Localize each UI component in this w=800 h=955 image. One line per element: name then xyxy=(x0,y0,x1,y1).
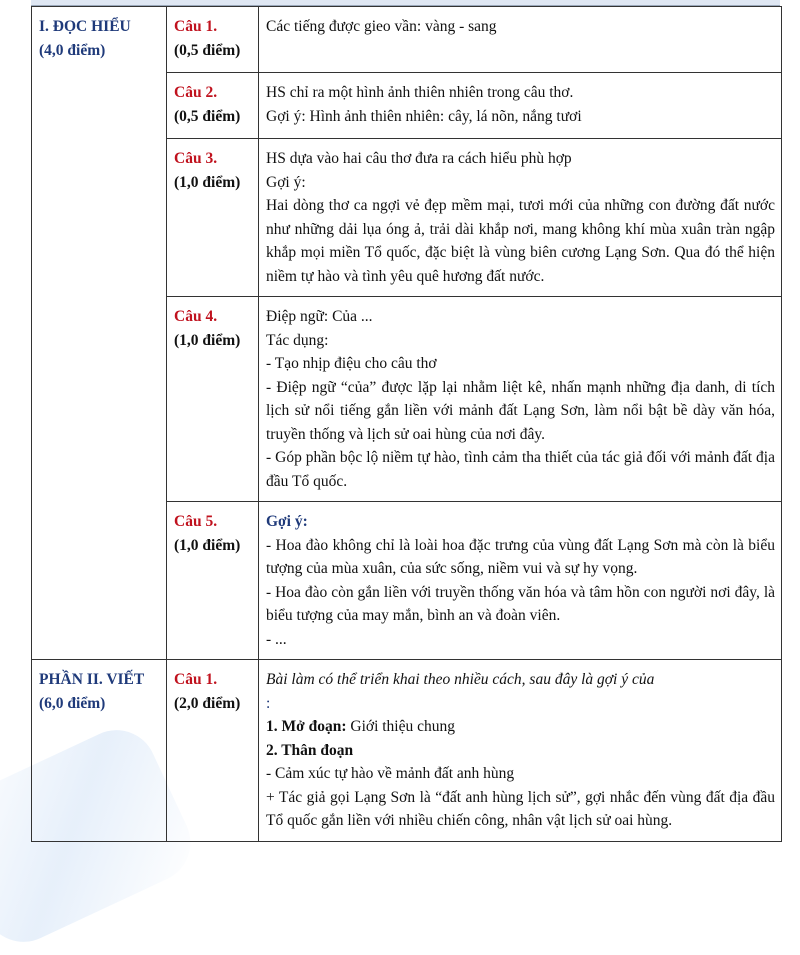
question-points: (1,0 điểm) xyxy=(174,173,241,191)
question-label: Câu 2. xyxy=(174,84,218,101)
writing-intro: Bài làm có thể triển khai theo nhiều cách, sau đây là gợi ý của xyxy=(266,671,655,688)
answer-line: Điệp ngữ: Của ... xyxy=(266,308,373,325)
question-points: (2,0 điểm) xyxy=(174,694,241,712)
section-cell-part2 xyxy=(32,660,167,842)
question-points: (1,0 điểm) xyxy=(174,536,241,554)
question-cell xyxy=(167,7,259,73)
answer-line: Các tiếng được gieo vần: vàng - sang xyxy=(266,18,497,35)
table-row xyxy=(32,7,782,73)
answer-line: HS dựa vào hai câu thơ đưa ra cách hiểu phù hợp xyxy=(266,150,572,167)
answer-cell xyxy=(259,297,782,502)
answer-line: HS chỉ ra một hình ảnh thiên nhiên trong câu thơ. xyxy=(266,84,574,101)
answer-line xyxy=(266,715,775,739)
answer-line: - ... xyxy=(266,630,287,648)
table-row xyxy=(32,660,782,842)
answer-line: Tác dụng: xyxy=(266,331,329,349)
section-title: I. ĐỌC HIỂU xyxy=(39,18,131,35)
section-points: (6,0 điểm) xyxy=(39,694,106,712)
answer-line: Gợi ý: xyxy=(266,173,306,191)
mo-doan-label: 1. Mở đoạn: xyxy=(266,718,347,735)
question-label: Câu 3. xyxy=(174,150,218,167)
answer-key-table xyxy=(31,6,782,842)
question-label: Câu 5. xyxy=(174,513,218,530)
answer-line: Gợi ý: Hình ảnh thiên nhiên: cây, lá nõn, nắng tươi xyxy=(266,107,582,125)
answer-cell xyxy=(259,502,782,660)
answer-cell xyxy=(259,73,782,139)
question-cell xyxy=(167,73,259,139)
answer-paragraph: - Góp phần bộc lộ niềm tự hào, tình cảm tha thiết của tác giả đối với mảnh đất địa đầu Tổ quốc. xyxy=(266,449,775,490)
hint-heading: Gợi ý: xyxy=(266,513,308,530)
question-points: (0,5 điểm) xyxy=(174,107,241,125)
answer-paragraph: - Hoa đào còn gắn liền với truyền thống văn hóa và tâm hồn con người nơi đây, là biểu tượng của may mắn, bình an và đoàn viên. xyxy=(266,583,775,624)
answer-line: - Tạo nhịp điệu cho câu thơ xyxy=(266,355,437,372)
answer-paragraph: - Điệp ngữ “của” được lặp lại nhằm liệt kê, nhấn mạnh những địa danh, di tích lịch sử nổi tiếng gắn liền với mảnh đất Lạng Sơn, làm nổi bật bề dày văn hóa, truyền thống và lịch sử oai hùng của nơi đây. xyxy=(266,378,775,443)
answer-line: - Cảm xúc tự hào về mảnh đất anh hùng xyxy=(266,765,515,782)
question-cell xyxy=(167,660,259,842)
answer-paragraph: Hai dòng thơ ca ngợi vẻ đẹp mềm mại, tươi mới của những con đường đất nước như những dải lụa óng ả, trải dài khắp nơi, mang không khí mùa xuân tràn ngập khắp mọi miền Tổ quốc, đặc biệt là vùng biên cương Lạng Sơn. Qua đó thể hiện niềm tự hào và tình yêu quê hương đất nước. xyxy=(266,197,775,285)
answer-cell xyxy=(259,139,782,297)
question-points: (1,0 điểm) xyxy=(174,331,241,349)
writing-intro-cont: : xyxy=(266,694,271,712)
section-title: PHẦN II. VIẾT xyxy=(39,671,145,688)
question-cell xyxy=(167,139,259,297)
answer-paragraph: + Tác giả gọi Lạng Sơn là “đất anh hùng lịch sử”, gợi nhắc đến vùng đất địa đầu Tổ quốc gắn liền với nhiều chiến công, nhân vật lịch sử oai hùng. xyxy=(266,788,775,829)
answer-cell xyxy=(259,660,782,842)
question-label: Câu 1. xyxy=(174,18,218,35)
section-cell-part1 xyxy=(32,7,167,660)
question-cell xyxy=(167,502,259,660)
question-points: (0,5 điểm) xyxy=(174,41,241,59)
question-cell xyxy=(167,297,259,502)
section-points: (4,0 điểm) xyxy=(39,41,106,59)
than-doan-label: 2. Thân đoạn xyxy=(266,741,354,759)
answer-paragraph: - Hoa đào không chỉ là loài hoa đặc trưng của vùng đất Lạng Sơn mà còn là biểu tượng của mùa xuân, của sức sống, niềm vui và sự hy vọng. xyxy=(266,536,775,577)
answer-cell xyxy=(259,7,782,73)
question-label: Câu 1. xyxy=(174,671,218,688)
question-label: Câu 4. xyxy=(174,308,218,325)
mo-doan-text: Giới thiệu chung xyxy=(346,718,455,735)
